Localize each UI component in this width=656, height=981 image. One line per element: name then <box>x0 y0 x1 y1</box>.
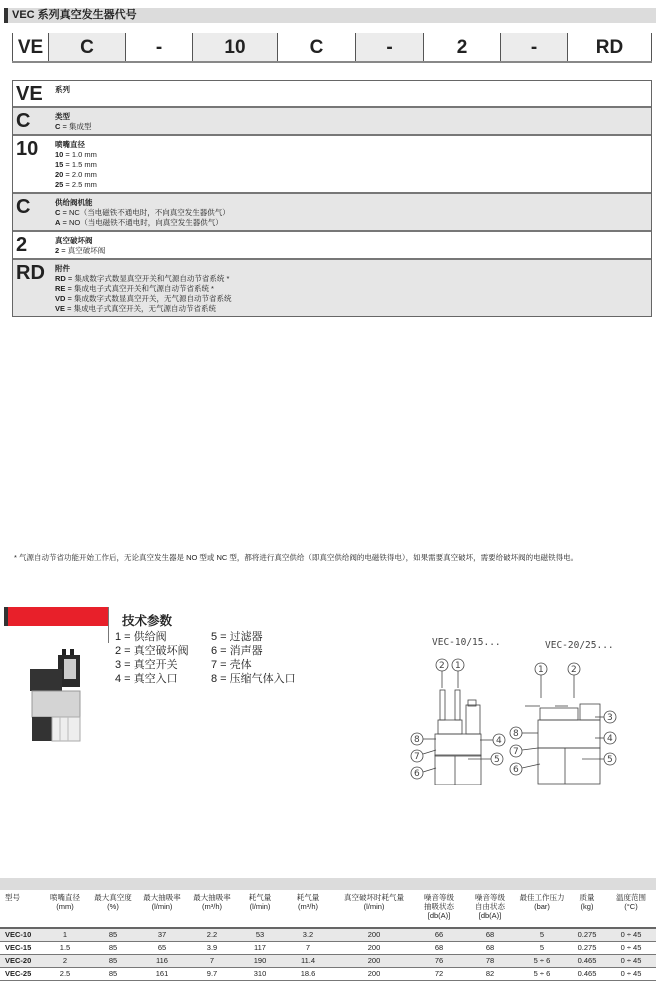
header-line: 最大抽吸率 <box>193 893 231 902</box>
table-cell: 1 <box>42 928 88 942</box>
legend-row <box>13 260 651 316</box>
option-desc: = 集成数字式数显真空开关和气源自动节省系统 * <box>65 274 230 283</box>
legend-title: 系列 <box>55 85 70 94</box>
legend-row <box>13 108 651 136</box>
tech-title: 技术参数 <box>122 614 173 628</box>
dimension-diagram <box>400 650 656 785</box>
table-cell: 117 <box>238 942 282 955</box>
table-cell: 0 ÷ 45 <box>606 968 656 981</box>
band-cell <box>0 878 42 890</box>
table-cell: 7 <box>186 955 238 968</box>
table-cell: 53 <box>238 928 282 942</box>
table-cell: 68 <box>414 942 464 955</box>
code-box: - <box>355 33 423 61</box>
legend-option <box>55 274 231 284</box>
option-desc: = 真空破坏阀 <box>59 246 106 255</box>
band-cell <box>138 878 186 890</box>
band-cell <box>282 878 334 890</box>
table-cell: 68 <box>464 942 516 955</box>
legend-option <box>55 284 231 294</box>
table-cell: 66 <box>414 928 464 942</box>
column-header <box>186 890 238 928</box>
table-cell: VEC-10 <box>0 928 42 942</box>
band-cell <box>568 878 606 890</box>
legend-code: C <box>16 110 31 132</box>
header-line: 噪音等级 <box>424 893 454 902</box>
table-cell: 310 <box>238 968 282 981</box>
table-cell: 116 <box>138 955 186 968</box>
header-line: 自由状态 <box>475 902 505 911</box>
part-item: 1 = 供给阀 <box>115 631 167 643</box>
header-line: (l/min) <box>363 902 385 911</box>
header-line: 最大真空度 <box>94 893 132 902</box>
column-header <box>42 890 88 928</box>
diagram-label-left: VEC-10/15... <box>432 637 501 648</box>
table-cell: 200 <box>334 955 414 968</box>
column-header <box>238 890 282 928</box>
table-cell: 9.7 <box>186 968 238 981</box>
table-cell: 3.2 <box>282 928 334 942</box>
option-desc: = NO（当电磁铁不通电时，向真空发生器供气） <box>60 218 223 227</box>
table-cell: 37 <box>138 928 186 942</box>
option-code: C <box>55 122 61 131</box>
band-cell <box>334 878 414 890</box>
legend-code: 2 <box>16 234 28 256</box>
code-box: VE <box>12 33 48 61</box>
band-cell <box>88 878 138 890</box>
header-line: 质量 <box>579 893 595 902</box>
table-cell: 0 ÷ 45 <box>606 955 656 968</box>
part-item: 3 = 真空开关 <box>115 659 178 671</box>
option-code: 25 <box>55 180 64 189</box>
option-desc: = 集成电子式真空开关和气源自动节省系统 * <box>65 284 214 293</box>
code-box: C <box>277 33 355 61</box>
band-cell <box>186 878 238 890</box>
table-cell: 0 ÷ 45 <box>606 928 656 942</box>
header-line: (m³/h) <box>202 902 222 911</box>
legend-option <box>55 180 97 190</box>
order-code-boxes <box>12 33 652 63</box>
table-cell: 0.275 <box>568 942 606 955</box>
option-desc: = 集成数字式数显真空开关，无气源自动节省系统 <box>65 294 232 303</box>
header-line: 噪音等级 <box>475 893 505 902</box>
option-code: RD <box>55 274 66 283</box>
svg-text:3: 3 <box>607 713 613 723</box>
code-box: - <box>125 33 192 61</box>
band-cell <box>238 878 282 890</box>
table-cell: 1.5 <box>42 942 88 955</box>
table-cell: 7 <box>282 942 334 955</box>
table-row <box>0 928 656 942</box>
legend-option <box>55 304 231 314</box>
option-desc: = 2.0 mm <box>63 170 97 179</box>
legend-title: 附件 <box>55 264 70 273</box>
part-item: 8 = 压缩气体入口 <box>211 673 296 685</box>
table-cell: 200 <box>334 942 414 955</box>
header-line: 抽吸状态 <box>424 902 454 911</box>
table-cell: 0.465 <box>568 955 606 968</box>
part-item: 5 = 过滤器 <box>211 631 263 643</box>
legend-row <box>13 136 651 194</box>
table-cell: 11.4 <box>282 955 334 968</box>
svg-text:4: 4 <box>607 734 613 744</box>
svg-text:2: 2 <box>439 661 445 671</box>
table-cell: 85 <box>88 968 138 981</box>
table-cell: 190 <box>238 955 282 968</box>
svg-text:7: 7 <box>414 752 420 762</box>
header-line: 温度范围 <box>616 893 646 902</box>
part-item: 2 = 真空破坏阀 <box>115 645 189 657</box>
svg-text:6: 6 <box>414 769 420 779</box>
legend-option <box>55 208 230 218</box>
product-photo <box>22 645 84 745</box>
code-box: - <box>500 33 567 61</box>
table-cell: 2 <box>42 955 88 968</box>
table-cell: VEC-25 <box>0 968 42 981</box>
spec-table <box>0 878 656 981</box>
divider <box>108 607 109 643</box>
table-cell: 200 <box>334 928 414 942</box>
table-cell: 85 <box>88 928 138 942</box>
table-cell: 68 <box>464 928 516 942</box>
option-desc: = 2.5 mm <box>63 180 97 189</box>
option-code: VE <box>55 304 66 313</box>
table-cell: 0.465 <box>568 968 606 981</box>
column-header <box>516 890 568 928</box>
svg-text:1: 1 <box>538 665 544 675</box>
option-desc: = 集成电子式真空开关，无气源自动节省系统 <box>65 304 217 313</box>
code-box: C <box>48 33 125 61</box>
svg-text:8: 8 <box>513 729 519 739</box>
code-box: RD <box>567 33 652 61</box>
legend-option <box>55 170 97 180</box>
legend-option <box>55 294 231 304</box>
column-header <box>282 890 334 928</box>
option-desc: = NC（当电磁铁不通电时，不向真空发生器供气） <box>60 208 230 217</box>
column-header <box>88 890 138 928</box>
legend-code: RD <box>16 262 45 284</box>
table-cell: 5 ÷ 6 <box>516 955 568 968</box>
table-cell: 85 <box>88 942 138 955</box>
header-line: 喷嘴直径 <box>50 893 80 902</box>
header-line: (l/min) <box>249 902 271 911</box>
legend-row <box>13 194 651 232</box>
table-cell: 82 <box>464 968 516 981</box>
svg-text:5: 5 <box>607 755 613 765</box>
code-box: 10 <box>192 33 277 61</box>
option-code: 20 <box>55 170 64 179</box>
option-code: 15 <box>55 160 64 169</box>
legend-option <box>55 246 105 256</box>
svg-text:4: 4 <box>496 736 502 746</box>
svg-text:2: 2 <box>571 665 577 675</box>
header-line: (bar) <box>534 902 550 911</box>
header-line: 最大抽吸率 <box>143 893 181 902</box>
diagram-vec-10 <box>411 659 505 785</box>
header-line: (mm) <box>56 902 74 911</box>
svg-text:7: 7 <box>513 747 519 757</box>
svg-text:5: 5 <box>494 755 500 765</box>
legend-title: 真空破坏阀 <box>55 236 93 245</box>
header-line: (m³/h) <box>298 902 318 911</box>
table-cell: 161 <box>138 968 186 981</box>
table-cell: 0.275 <box>568 928 606 942</box>
option-code: VD <box>55 294 66 303</box>
footnote: * 气源自动节省功能开始工作后，无论真空发生器是 NO 型或 NC 型，都将进行真空供给（即真空供给阀的电磁铁得电），如果需要真空破坏，需要给破坏阀的电磁铁得电。 <box>14 553 579 562</box>
header-line: (°C) <box>624 902 638 911</box>
parts-list-right <box>211 630 296 686</box>
band-cell <box>464 878 516 890</box>
table-cell: 18.6 <box>282 968 334 981</box>
table-cell: 200 <box>334 968 414 981</box>
header-line: 最佳工作压力 <box>519 893 565 902</box>
option-desc: = 1.5 mm <box>63 160 97 169</box>
diagram-label-right: VEC-20/25... <box>545 640 614 651</box>
table-cell: 0 ÷ 45 <box>606 942 656 955</box>
table-cell: VEC-20 <box>0 955 42 968</box>
header-line: (kg) <box>580 902 594 911</box>
column-header <box>464 890 516 928</box>
table-cell: 65 <box>138 942 186 955</box>
header-line: 型号 <box>5 893 20 902</box>
legend-option <box>55 218 230 228</box>
table-row <box>0 968 656 981</box>
band-cell <box>414 878 464 890</box>
legend-code: VE <box>16 83 43 105</box>
option-code: 10 <box>55 150 64 159</box>
code-legend <box>12 80 652 317</box>
part-item: 4 = 真空入口 <box>115 673 178 685</box>
legend-option <box>55 160 97 170</box>
diagram-vec-20 <box>510 663 616 784</box>
legend-code: 10 <box>16 138 39 160</box>
column-header <box>606 890 656 928</box>
column-header <box>334 890 414 928</box>
header-line: [db(A)] <box>478 911 502 920</box>
option-desc: = 1.0 mm <box>63 150 97 159</box>
option-code: A <box>55 218 61 227</box>
section-header: VEC 系列真空发生器代号 <box>4 8 656 23</box>
column-header <box>0 890 42 928</box>
section-accent-bar <box>4 607 109 626</box>
table-cell: 5 ÷ 6 <box>516 968 568 981</box>
column-header <box>568 890 606 928</box>
header-line: 耗气量 <box>296 893 320 902</box>
svg-text:8: 8 <box>414 735 420 745</box>
header-line: 真空破坏时耗气量 <box>344 893 404 902</box>
table-cell: 72 <box>414 968 464 981</box>
part-item: 6 = 消声器 <box>211 645 263 657</box>
table-cell: 2.5 <box>42 968 88 981</box>
parts-list-left <box>115 630 189 686</box>
legend-code: C <box>16 196 31 218</box>
legend-row <box>13 232 651 260</box>
option-code: 2 <box>55 246 60 255</box>
legend-option <box>55 122 91 132</box>
svg-text:1: 1 <box>455 661 461 671</box>
option-desc: = 集成型 <box>60 122 92 131</box>
option-code: C <box>55 208 61 217</box>
column-header <box>138 890 186 928</box>
header-line: 耗气量 <box>248 893 272 902</box>
header-line: [db(A)] <box>427 911 451 920</box>
table-row <box>0 942 656 955</box>
band-cell <box>42 878 88 890</box>
band-cell <box>606 878 656 890</box>
legend-title: 供给阀机能 <box>55 198 93 207</box>
legend-title: 类型 <box>55 112 70 121</box>
table-cell: 85 <box>88 955 138 968</box>
table-cell: 2.2 <box>186 928 238 942</box>
legend-title: 喷嘴直径 <box>55 140 85 149</box>
table-cell: 78 <box>464 955 516 968</box>
band-cell <box>516 878 568 890</box>
part-item: 7 = 壳体 <box>211 659 252 671</box>
legend-row <box>13 81 651 108</box>
svg-text:6: 6 <box>513 765 519 775</box>
option-code: RE <box>55 284 66 293</box>
header-line: (%) <box>107 902 119 911</box>
table-cell: 76 <box>414 955 464 968</box>
table-cell: 5 <box>516 942 568 955</box>
table-row <box>0 955 656 968</box>
code-box: 2 <box>423 33 500 61</box>
column-header <box>414 890 464 928</box>
table-cell: 5 <box>516 928 568 942</box>
table-cell: VEC-15 <box>0 942 42 955</box>
table-cell: 3.9 <box>186 942 238 955</box>
legend-option <box>55 150 97 160</box>
header-line: (l/min) <box>151 902 173 911</box>
